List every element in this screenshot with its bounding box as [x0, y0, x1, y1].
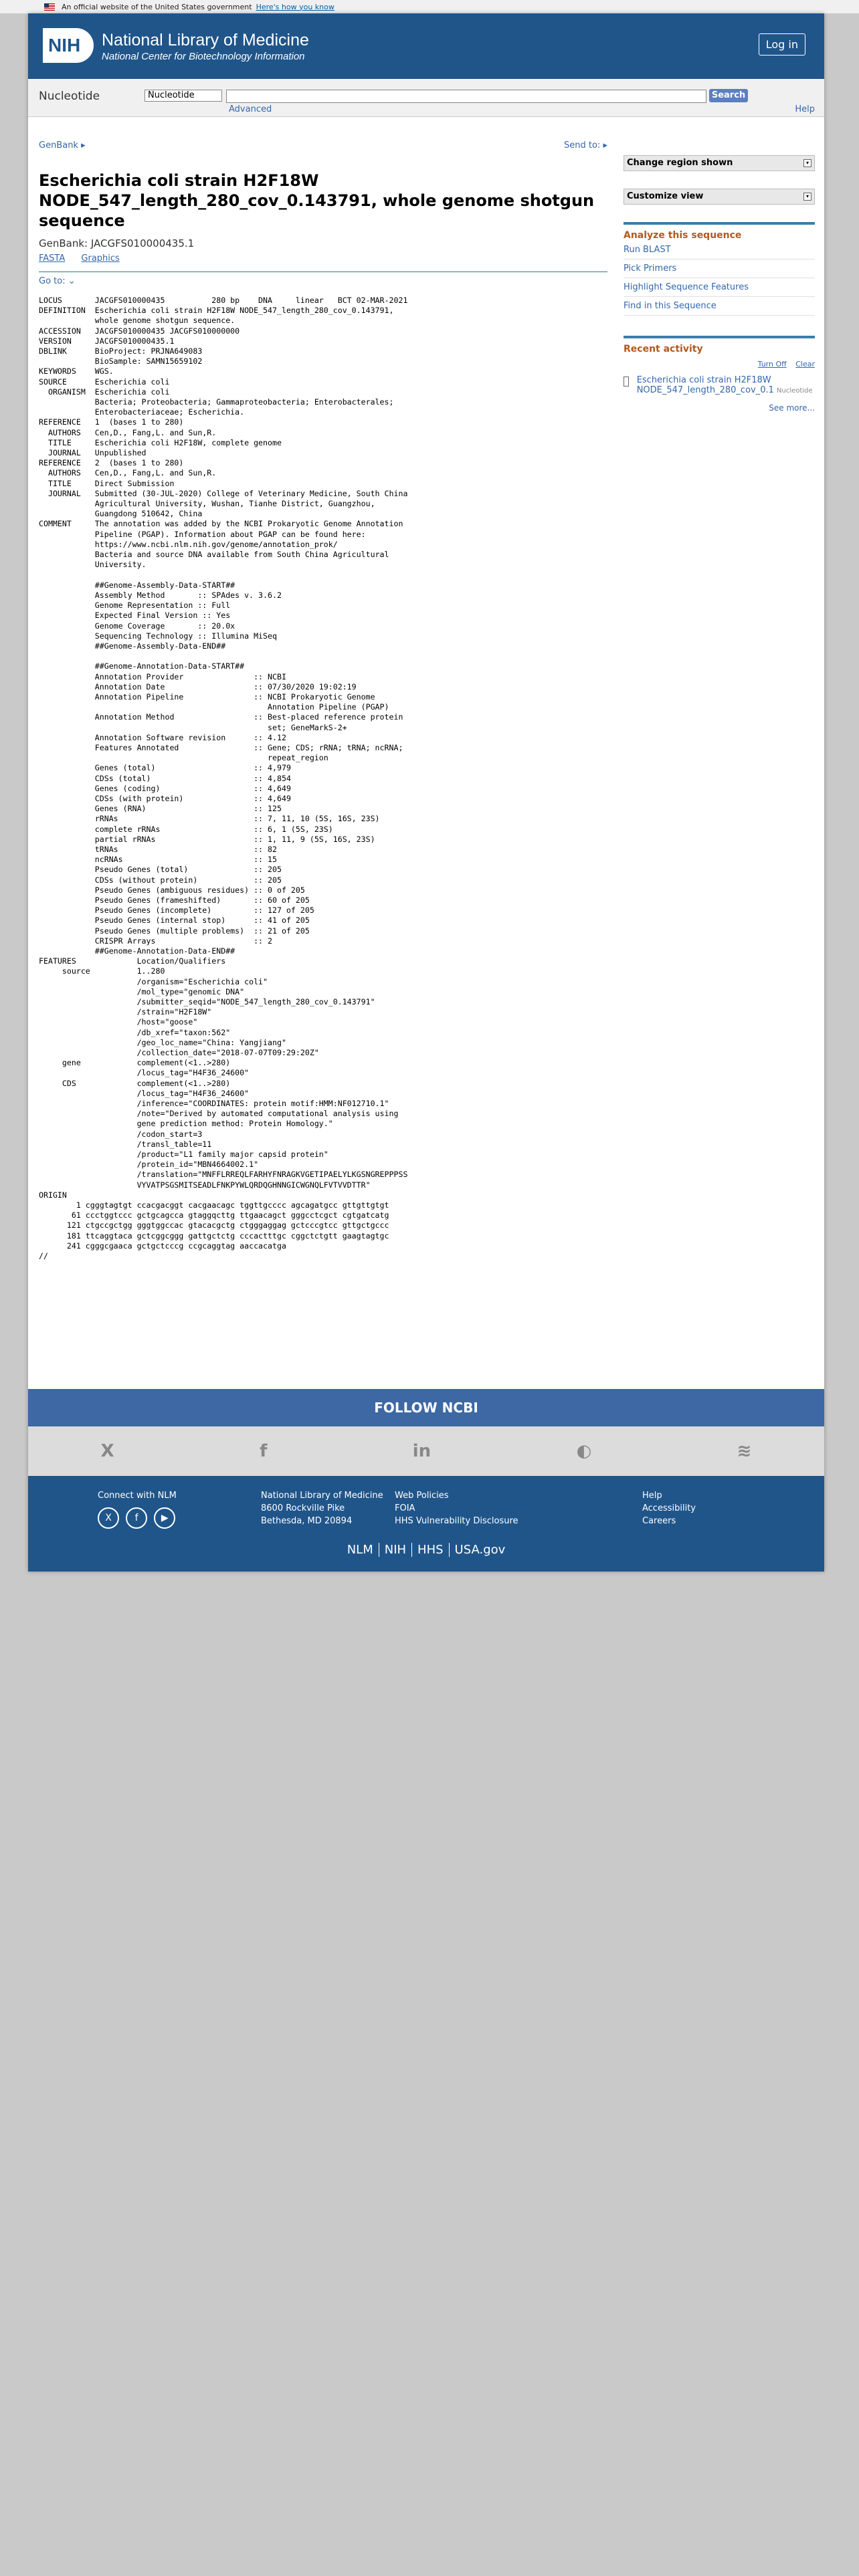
find-in-sequence-link[interactable]: Find in this Sequence [624, 297, 815, 316]
page-container [28, 13, 824, 1572]
x-twitter-icon[interactable]: X [98, 1507, 119, 1529]
nih-link[interactable]: NIH [379, 1543, 412, 1557]
view-links [39, 253, 607, 263]
main-content [39, 140, 607, 1261]
fasta-link[interactable]: FASTA [39, 253, 66, 263]
connect-label: Connect with NLM [98, 1491, 177, 1501]
gov-banner-link[interactable]: Here's how you know [256, 2, 335, 11]
highlight-features-link[interactable]: Highlight Sequence Features [624, 278, 815, 297]
footer-connect [98, 1489, 179, 1529]
gov-banner-text: An official website of the United States government [62, 2, 252, 11]
see-more-link[interactable]: See more... [769, 403, 815, 413]
foia-link[interactable]: FOIA [395, 1503, 415, 1513]
footer-bottom-links [28, 1543, 824, 1557]
footer-policies [395, 1489, 518, 1527]
customize-view-panel[interactable] [624, 189, 815, 205]
customize-view-label: Customize view [627, 191, 704, 201]
accession-line: GenBank: JACGFS010000435.1 [39, 237, 195, 249]
recent-item-title[interactable]: Escherichia coli strain H2F18W NODE_547_length_280_cov_0.1 [636, 375, 774, 395]
search-button[interactable]: Search [709, 89, 748, 102]
document-icon [624, 377, 629, 387]
site-subtitle: National Center for Biotechnology Information [102, 51, 305, 62]
footer-help [642, 1489, 696, 1527]
linkedin-icon[interactable]: in [412, 1441, 432, 1461]
facebook-icon[interactable]: f [126, 1507, 147, 1529]
change-region-panel[interactable] [624, 155, 815, 171]
address-line[interactable]: National Library of Medicine [261, 1491, 383, 1501]
nlm-link[interactable]: NLM [342, 1543, 379, 1557]
right-sidebar [624, 140, 815, 413]
github-icon[interactable]: ◐ [576, 1441, 592, 1461]
recent-item-tag: Nucleotide [777, 387, 813, 395]
nih-logo[interactable]: NIH [43, 28, 94, 63]
help-link[interactable]: Help [795, 104, 815, 114]
chevron-down-icon[interactable]: ▾ [803, 159, 812, 167]
send-to-menu[interactable]: Send to: ▸ [564, 140, 607, 150]
pick-primers-link[interactable]: Pick Primers [624, 259, 815, 278]
address-line: 8600 Rockville Pike [261, 1503, 345, 1513]
hhs-vulnerability-link[interactable]: HHS Vulnerability Disclosure [395, 1516, 518, 1526]
hhs-link[interactable]: HHS [412, 1543, 450, 1557]
chevron-down-icon[interactable]: ▾ [803, 193, 812, 201]
footer-address [261, 1489, 383, 1527]
usagov-link[interactable]: USA.gov [454, 1543, 506, 1557]
gov-banner [0, 0, 859, 13]
careers-link[interactable]: Careers [642, 1516, 676, 1526]
change-region-label: Change region shown [627, 158, 733, 168]
follow-ncbi-banner: FOLLOW NCBI [28, 1389, 824, 1426]
run-blast-link[interactable]: Run BLAST [624, 241, 815, 259]
site-header [28, 13, 824, 79]
site-title[interactable]: National Library of Medicine [102, 31, 309, 49]
recent-activity-controls [624, 360, 815, 368]
genbank-record: LOCUS JACGFS010000435 280 bp DNA linear BCT 02-MAR-2021 DEFINITION Escherichia coli strain H2F18W NODE_547_length_280_cov_0.143791, whole genome shotgun sequence. ACCESSION JACGFS010000435 JACGFS010000000 VERSION JACGFS010000435.1 DBLINK BioProject: PRJNA649083 BioSample: SAMN15659102 KEYWORDS WGS. SOURCE Escherichia coli ORGANISM Escherichia coli Bacteria; Proteobacteria; Gammaproteobacteria; Enterobacterales; Enterobacteriaceae; Escherichia. REFERENCE 1 (bases 1 to 280) AUTHORS Cen,D., Fang,L. and Sun,R. TITLE Escherichia coli H2F18W, complete genome JOURNAL Unpublished REFERENCE 2 (bases 1 to 280) AUTHORS Cen,D., Fang,L. and Sun,R. TITLE Direct Submission JOURNAL Submitted (30-JUL-2020) College of Veterinary Medicine, South China Agricultural University, Wushan, Tianhe District, Guangzhou, Guangdong 510642, China COMMENT The annotation was added by the NCBI Prokaryotic Genome Annotation Pipeline (PGAP). Information about PGAP can be found here: https://www.ncbi.nlm.nih.gov/genome/annotation_prok/ Bacteria and source DNA available from South China Agricultural University. ##Genome-Assembly-Data-START## Assembly Method :: SPAdes v. 3.6.2 Genome Representation :: Full Expected Final Version :: Yes Genome Coverage :: 20.0x Sequencing Technology :: Illumina MiSeq ##Genome-Assembly-Data-END## ##Genome-Annotation-Data-START## Annotation Provider :: NCBI Annotation Date :: 07/30/2020 19:02:19 Annotation Pipeline :: NCBI Prokaryotic Genome Annotation Pipeline (PGAP) Annotation Method :: Best-placed reference protein set; GeneMarkS-2+ Annotation Software revision :: 4.12 Features Annotated :: Gene; CDS; rRNA; tRNA; ncRNA; repeat_region Genes (total) :: 4,979 CDSs (total) :: 4,854 Genes (coding) :: 4,649 CDSs (with protein) :: 4,649 Genes (RNA) :: 125 rRNAs :: 7, 11, 10 (5S, 16S, 23S) complete rRNAs :: 6, 1 (5S, 23S) partial rRNAs :: 1, 11, 9 (5S, 16S, 23S) tRNAs :: 82 ncRNAs :: 15 Pseudo Genes (total) :: 205 CDSs (without protein) :: 205 Pseudo Genes (ambiguous residues) :: 0 of 205 Pseudo Genes (frameshifted) :: 60 of 205 Pseudo Genes (incomplete) :: 127 of 205 Pseudo Genes (internal stop) :: 41 of 205 Pseudo Genes (multiple problems) :: 21 of 205 CRISPR Arrays :: 2 ##Genome-Annotation-Data-END## FEATURES Location/Qualifiers source 1..280 /organism="Escherichia coli" /mol_type="genomic DNA" /submitter_seqid="NODE_547_length_280_cov_0.143791" /strain="H2F18W" /host="goose" /db_xref="taxon:562" /geo_loc_name="China: Yangjiang" /collection_date="2018-07-07T09:29:20Z" gene complement(<1..>280) /locus_tag="H4F36_24600" CDS complement(<1..>280) /locus_tag="H4F36_24600" /inference="COORDINATES: protein motif:HMM:NF012710.1" /note="Derived by automated computational analysis using gene prediction method: Protein Homology." /codon_start=3 /transl_table=11 /product="L1 family major capsid protein" /protein_id="MBN4664002.1" /translation="MNFFLRREQLFARHYFNRAGKVGETIPAELYLKGSNGREPPPSS VYVATPSGSMITSEADLFNKPYWLQRDQGHNNGICWGNQLFVTVVDTTR" ORIGIN 1 cgggtagtgt ccacgacggt cacgaacagc tggttgcccc agcagatgcc gttgttgtgt 61 ccctggtccc gctgcagcca gtaggqcttg ttgaacagct gggcctcgct cgtgatcatg 121 ctgccgctgg gggtggccac gtacacgctg ctgggaggag gctcccgtcc gttgctgccc 181 ttcaggtaca gctcggcggg gattgctctg cccactttgc cggctctgtt gaagtagtgc 241 cgggcgaaca gctgctcccg ccgcaggtag aaccacatga // [39, 296, 408, 1261]
clear-link[interactable]: Clear [795, 360, 815, 368]
accessibility-link[interactable]: Accessibility [642, 1503, 696, 1513]
turn-off-link[interactable]: Turn Off [757, 360, 787, 368]
page-title: Escherichia coli strain H2F18W NODE_547_length_280_cov_0.143791, whole genome shotgun sequence [39, 171, 595, 230]
web-policies-link[interactable]: Web Policies [395, 1491, 449, 1501]
x-twitter-icon[interactable]: X [100, 1441, 114, 1461]
address-line: Bethesda, MD 20894 [261, 1516, 353, 1526]
login-button[interactable]: Log in [759, 33, 805, 56]
search-input[interactable] [226, 90, 706, 103]
facebook-icon[interactable]: f [260, 1441, 268, 1461]
recent-activity-item[interactable] [624, 375, 815, 395]
advanced-search-link[interactable]: Advanced [229, 104, 272, 114]
social-links [28, 1426, 824, 1476]
format-menu[interactable]: GenBank ▸ [39, 140, 86, 150]
help-link[interactable]: Help [642, 1491, 662, 1501]
rss-icon[interactable]: ≋ [737, 1441, 752, 1461]
site-footer [28, 1476, 824, 1572]
database-label: Nucleotide [39, 90, 100, 103]
search-bar [28, 79, 824, 117]
youtube-icon[interactable]: ▶ [154, 1507, 175, 1529]
recent-activity-heading: Recent activity [624, 336, 815, 354]
us-flag-icon [44, 3, 55, 11]
graphics-link[interactable]: Graphics [81, 253, 120, 263]
analyze-heading: Analyze this sequence [624, 222, 815, 241]
goto-menu[interactable]: Go to: ⌄ [39, 276, 76, 286]
database-select[interactable]: Nucleotide [145, 90, 222, 102]
